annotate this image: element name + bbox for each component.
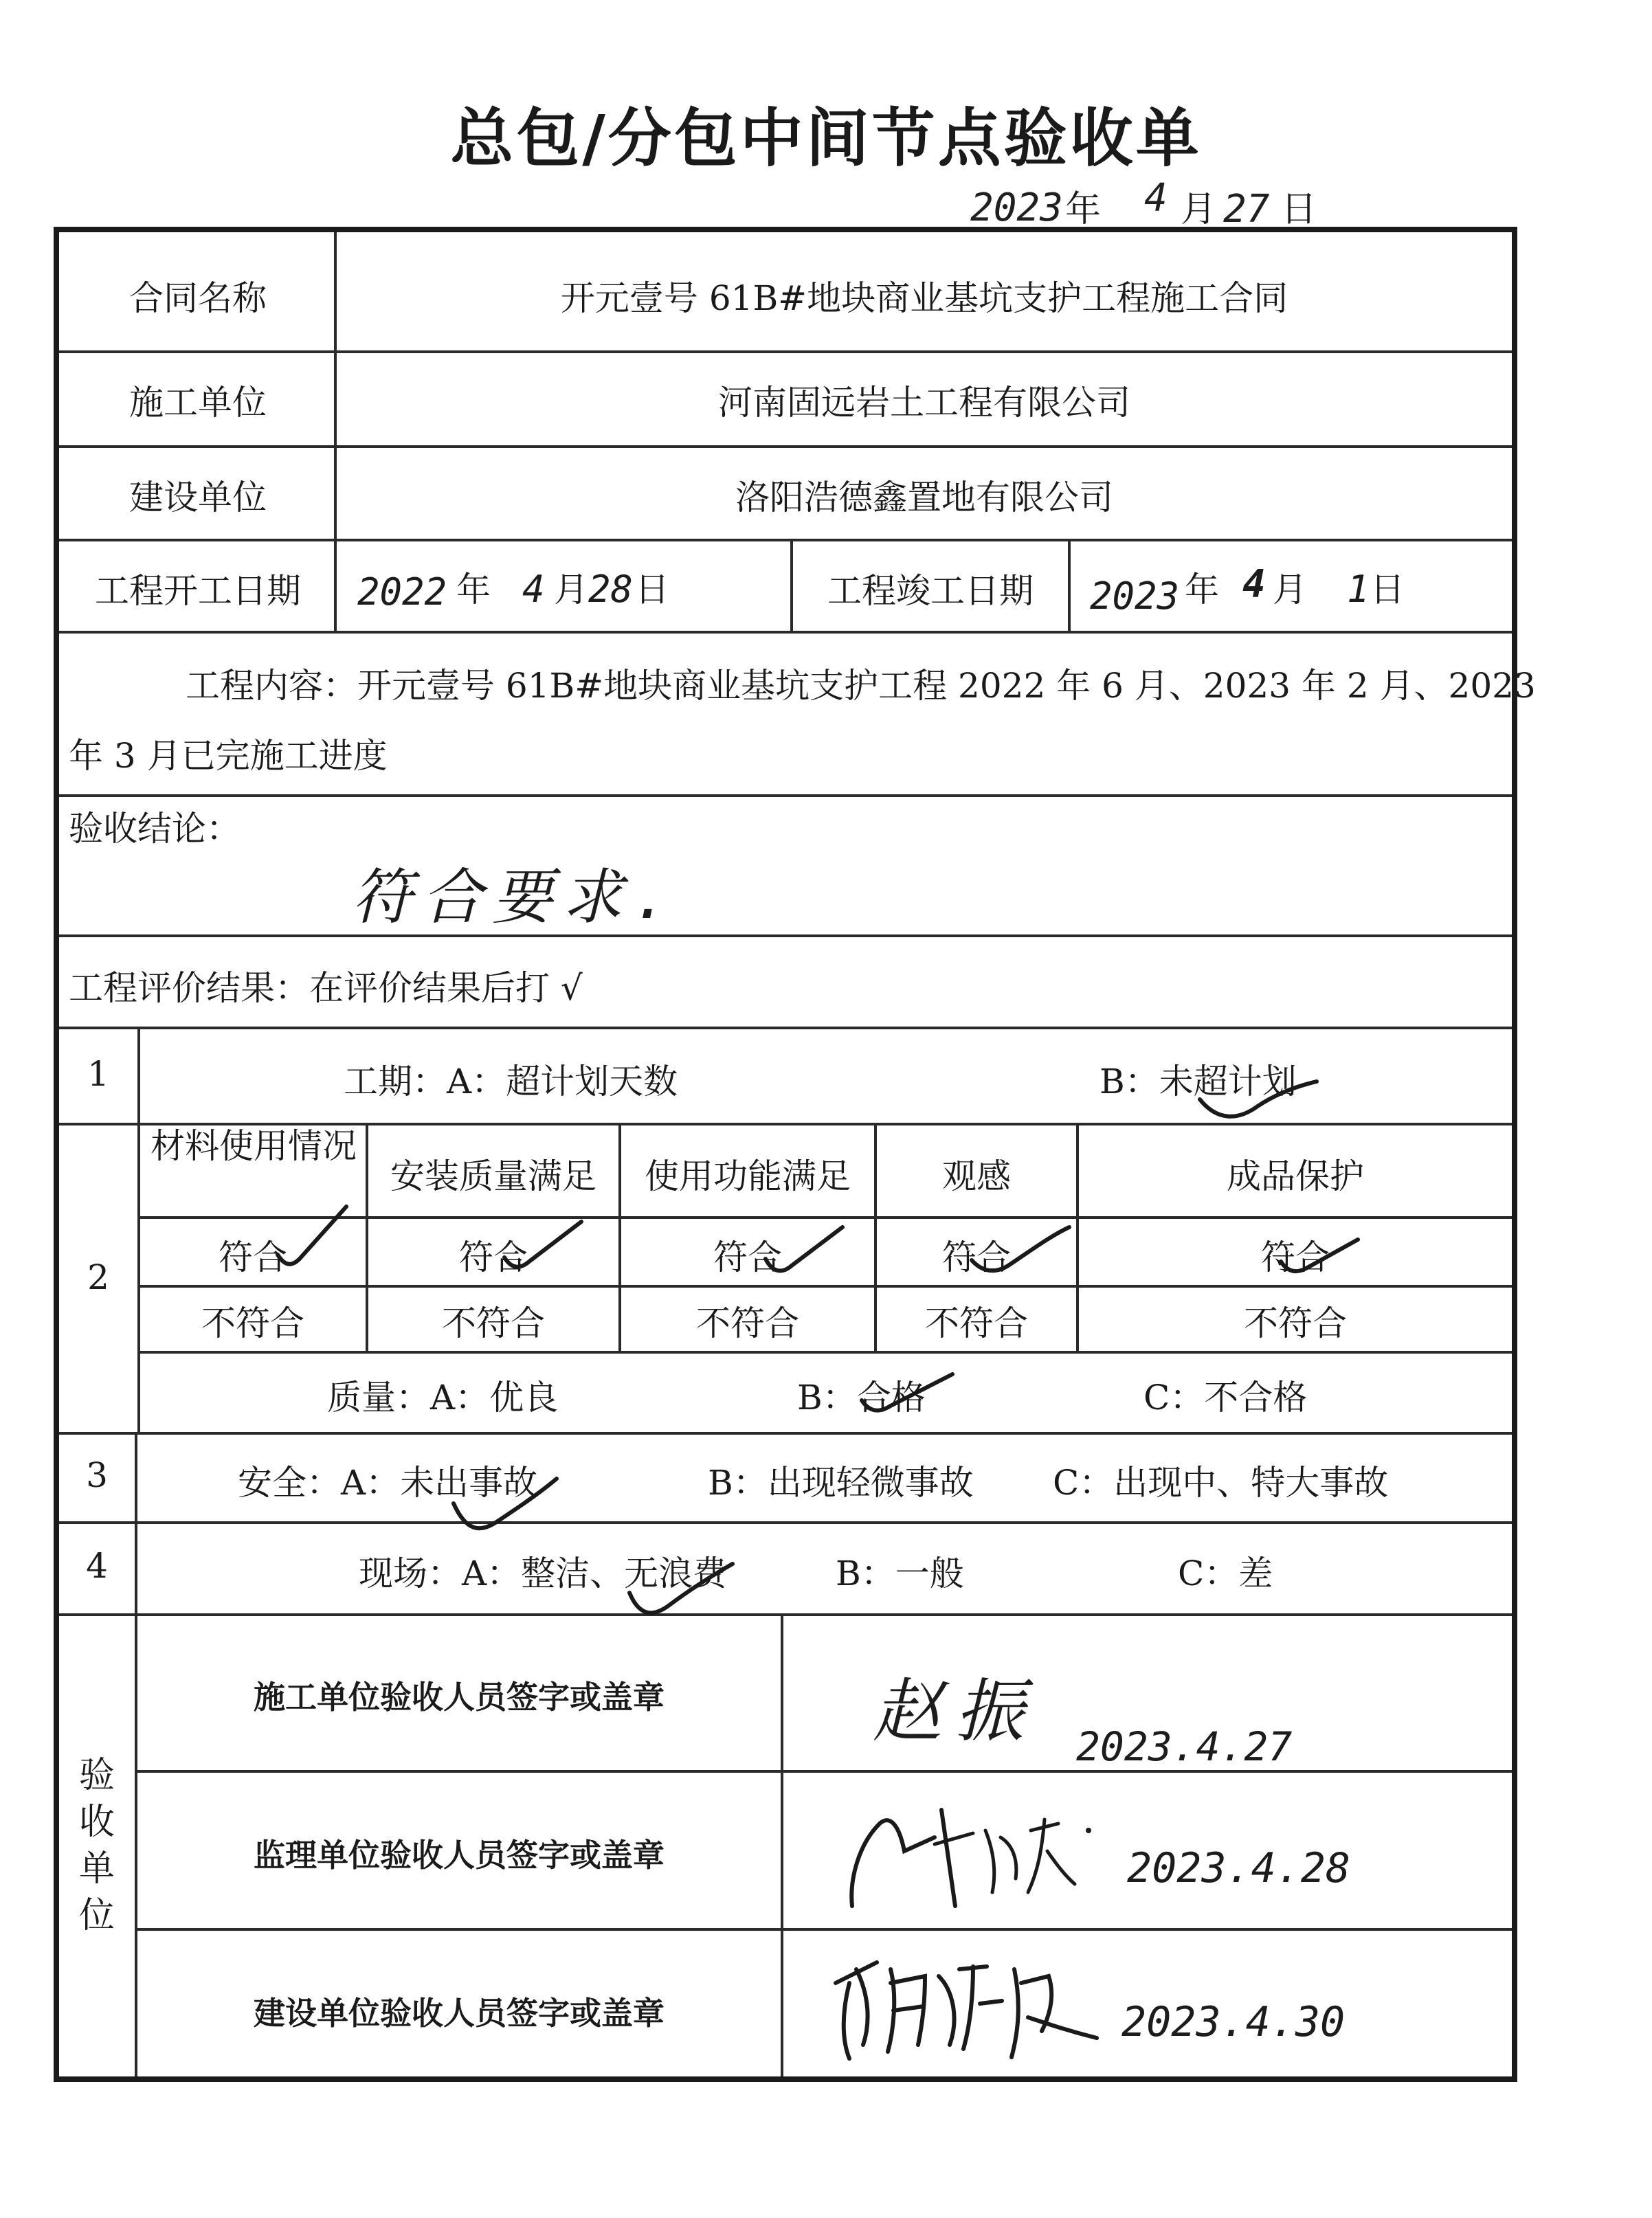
contractor-signature: 赵振 — [873, 1671, 1038, 1751]
contractor-sign-label: 施工单位验收人员签字或盖章 — [254, 1679, 665, 1716]
item4-option-a: 现场：A：整洁、无浪费 — [359, 1554, 728, 1593]
rule — [135, 1928, 1512, 1931]
rule — [1068, 539, 1071, 631]
criteria-pass-installation: 符合 — [459, 1237, 528, 1277]
contractor-label: 施工单位 — [129, 383, 267, 423]
item1-option-b: B：未超计划 — [1100, 1062, 1297, 1101]
form-date — [962, 170, 1347, 232]
check-mark-icon — [449, 1473, 559, 1535]
check-mark-icon — [969, 1223, 1072, 1278]
quality-option-c: C：不合格 — [1143, 1378, 1308, 1418]
criteria-pass-protection: 符合 — [1261, 1237, 1330, 1277]
rule — [59, 934, 1512, 937]
supervisor-sign-label: 监理单位验收人员签字或盖章 — [254, 1837, 665, 1874]
sign-section-char: 收 — [78, 1802, 115, 1843]
item4-option-b: B：一般 — [836, 1554, 964, 1593]
criteria-fail-function: 不符合 — [696, 1303, 799, 1343]
check-mark-icon — [502, 1218, 584, 1273]
content-text-line1: 工程内容：开元壹号 61B#地块商业基坑支护工程 2022 年 6 月、2023 年 2 月、2023 — [186, 666, 1536, 706]
rule — [59, 631, 1512, 634]
end-date-year-unit: 年 — [1185, 570, 1219, 609]
end-date-year: 2023 — [1090, 574, 1180, 618]
date-month: 4 — [1144, 176, 1168, 221]
rule — [59, 539, 1512, 541]
start-date-month-unit: 月 — [554, 570, 588, 609]
rule — [137, 1027, 140, 1432]
sign-section-char: 单 — [78, 1848, 115, 1890]
item1-option-a: 工期：A：超计划天数 — [344, 1062, 678, 1101]
owner-signature — [822, 1942, 1104, 2065]
check-mark-icon — [859, 1369, 955, 1417]
owner-sign-label: 建设单位验收人员签字或盖章 — [254, 1995, 665, 2032]
criteria-header-function: 使用功能满足 — [645, 1156, 851, 1196]
start-date-day: 28 — [588, 568, 634, 611]
date-year: 2023 — [970, 186, 1063, 230]
item3-option-c: C：出现中、特大事故 — [1053, 1463, 1389, 1503]
check-mark-icon — [625, 1558, 735, 1620]
criteria-header-installation: 安装质量满足 — [390, 1156, 596, 1196]
content-text-line2: 年 3 月已完施工进度 — [69, 736, 388, 776]
rule — [59, 1521, 1512, 1524]
check-mark-icon — [275, 1201, 350, 1270]
rule — [135, 1432, 137, 2076]
rule — [135, 1770, 1512, 1773]
supervisor-sign-date: 2023.4.28 — [1127, 1844, 1351, 1892]
item-number-3: 3 — [86, 1455, 108, 1495]
owner-label: 建设单位 — [129, 478, 267, 517]
criteria-header-protection: 成品保护 — [1227, 1156, 1364, 1196]
criteria-fail-appearance: 不符合 — [925, 1303, 1028, 1343]
rule — [59, 794, 1512, 797]
check-mark-icon — [1278, 1230, 1361, 1278]
check-mark-icon — [763, 1223, 845, 1278]
item-number-1: 1 — [87, 1054, 109, 1094]
end-date-day: 1 — [1347, 568, 1370, 611]
item3-option-b: B：出现轻微事故 — [708, 1463, 974, 1503]
date-day: 27 — [1223, 187, 1270, 232]
rule — [59, 445, 1512, 448]
end-date-month-unit: 月 — [1273, 570, 1307, 609]
contract-label: 合同名称 — [129, 278, 267, 318]
check-mark-icon — [1196, 1079, 1319, 1127]
rule — [59, 1613, 1512, 1616]
criteria-pass-appearance: 符合 — [942, 1237, 1011, 1277]
contractor-value: 河南固远岩土工程有限公司 — [718, 383, 1130, 423]
end-date-label: 工程竣工日期 — [827, 571, 1034, 611]
start-date-year: 2022 — [357, 570, 447, 614]
end-date-month: 4 — [1242, 562, 1266, 607]
item3-option-a: 安全：A：未出事故 — [238, 1463, 538, 1503]
date-year-unit: 年 — [1065, 189, 1102, 230]
owner-sign-date: 2023.4.30 — [1121, 1998, 1346, 2046]
sign-section-label — [59, 1752, 135, 1939]
sign-section-char: 验 — [78, 1755, 115, 1796]
form-title: 总包/分包中间节点验收单 — [450, 102, 1202, 175]
start-date-month: 4 — [522, 568, 545, 611]
owner-value: 洛阳浩德鑫置地有限公司 — [735, 478, 1113, 517]
rule — [137, 1285, 1512, 1288]
start-date-day-unit: 日 — [635, 570, 669, 609]
conclusion-label: 验收结论： — [69, 809, 241, 849]
conclusion-handwritten: 符合要求. — [352, 862, 678, 932]
rule — [137, 1351, 1512, 1354]
evaluation-label: 工程评价结果：在评价结果后打 √ — [69, 968, 583, 1008]
start-date-label: 工程开工日期 — [95, 571, 301, 611]
item4-option-c: C：差 — [1178, 1554, 1273, 1593]
criteria-header-appearance: 观感 — [942, 1156, 1011, 1196]
criteria-fail-materials: 不符合 — [201, 1303, 304, 1343]
date-month-unit: 月 — [1181, 189, 1217, 230]
item-number-4: 4 — [86, 1546, 108, 1586]
rule — [59, 1432, 1512, 1435]
contract-value: 开元壹号 61B#地块商业基坑支护工程施工合同 — [560, 278, 1288, 318]
quality-option-b: B：合格 — [797, 1378, 926, 1418]
rule — [781, 1613, 783, 2076]
criteria-fail-protection: 不符合 — [1244, 1303, 1347, 1343]
item-number-2: 2 — [87, 1257, 109, 1297]
supervisor-signature — [838, 1803, 1100, 1913]
end-date-day-unit: 日 — [1370, 570, 1405, 609]
criteria-fail-installation: 不符合 — [442, 1303, 545, 1343]
criteria-pass-function: 符合 — [713, 1237, 782, 1277]
quality-option-a: 质量：A：优良 — [327, 1378, 559, 1418]
criteria-pass-materials: 符合 — [219, 1237, 287, 1277]
rule — [59, 350, 1512, 353]
criteria-header-materials: 材料使用情况 — [150, 1126, 357, 1166]
contractor-sign-date: 2023.4.27 — [1076, 1723, 1293, 1770]
rule — [59, 1027, 1512, 1029]
date-day-unit: 日 — [1281, 189, 1317, 230]
sign-section-char: 位 — [78, 1895, 115, 1936]
start-date-year-unit: 年 — [456, 570, 491, 609]
